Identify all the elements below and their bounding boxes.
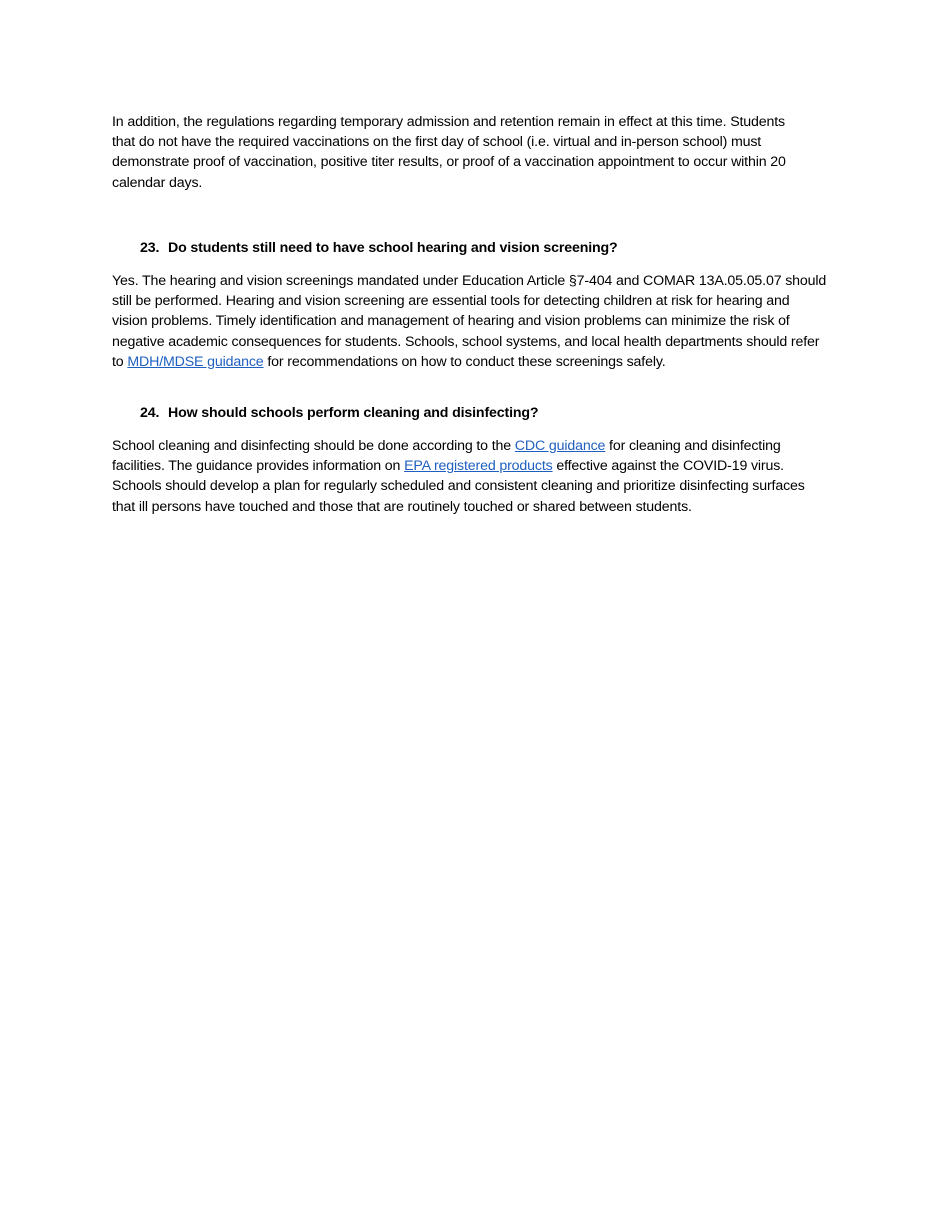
cdc-guidance-link[interactable]: CDC guidance	[514, 438, 606, 454]
question-23-heading	[140, 238, 618, 258]
answer-24-line1-prefix: School cleaning and disinfecting should be done according to the	[112, 438, 515, 454]
epa-registered-products-link[interactable]: EPA registered products	[404, 458, 553, 475]
answer-24-line: Schools should develop a plan for regularly scheduled and consistent cleaning and prioritize disinfecting surfaces	[112, 478, 805, 495]
retention-line: demonstrate proof of vaccination, positive titer results, or proof of a vaccination appointment to occur within 20	[112, 154, 786, 171]
answer-23-suffix: for recommendations on how to conduct these screenings safely.	[263, 353, 666, 370]
answer-24-line2-suffix: effective against the COVID-19 virus.	[552, 458, 784, 475]
answer-24-line	[112, 456, 842, 476]
answer-24-line: that ill persons have touched and those that are routinely touched or shared between students.	[112, 498, 692, 515]
question-24-heading	[140, 403, 538, 423]
answer-23-line: negative academic consequences for students. Schools, school systems, and local health departments should refer	[112, 333, 820, 350]
question-23-text: Do students still need to have school hearing and vision screening?	[168, 240, 618, 256]
answer-23-last-line	[112, 352, 842, 372]
answer-23-line: still be performed. Hearing and vision screening are essential tools for detecting children at risk for hearing and	[112, 293, 790, 310]
answer-23-text	[112, 271, 842, 372]
mdh-mdse-guidance-link[interactable]: MDH/MDSE guidance	[127, 353, 264, 370]
question-24-text: How should schools perform cleaning and disinfecting?	[168, 405, 539, 421]
answer-24-paragraph	[112, 436, 842, 517]
retention-line: calendar days.	[112, 174, 203, 191]
answer-23-prefix: to	[112, 353, 128, 370]
retention-line: In addition, the regulations regarding temporary admission and retention remain in effect at this time. Students	[112, 114, 785, 130]
retention-line: that do not have the required vaccinations on the first day of school (i.e. virtual and in-person school) must	[112, 134, 762, 151]
answer-24-text	[112, 436, 842, 517]
answer-23-line: Yes. The hearing and vision screenings mandated under Education Article §7-404 and COMAR 13A.05.05.07 should	[112, 273, 827, 289]
answer-24-line1-suffix: for cleaning and disinfecting	[605, 438, 781, 454]
retention-text	[112, 112, 842, 193]
answer-24-line2-prefix: facilities. The guidance provides information on	[112, 458, 405, 475]
retention-paragraph	[112, 112, 842, 193]
answer-23-line: vision problems. Timely identification and management of hearing and vision problems can minimize the risk of	[112, 313, 790, 330]
answer-23-paragraph	[112, 271, 842, 372]
question-23-number: 23.	[140, 240, 160, 256]
question-24-number: 24.	[140, 405, 160, 421]
answer-24-line	[112, 436, 842, 456]
